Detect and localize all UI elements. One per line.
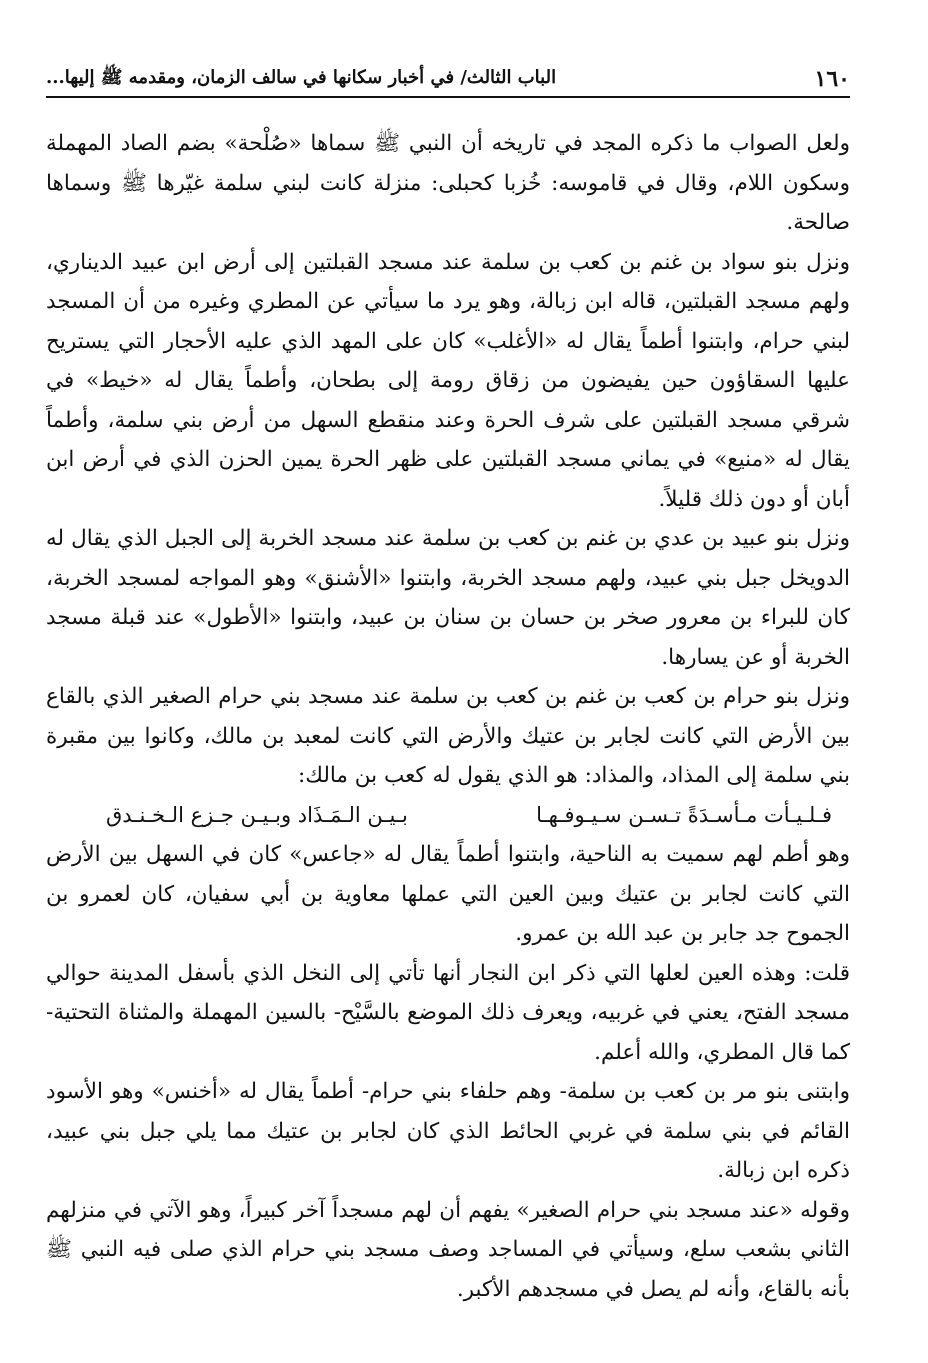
paragraph-3: ونزل بنو عبيد بن عدي بن غنم بن كعب بن سلمة عند مسجد الخربة إلى الجبل الذي يقال له الدويخل جبل بني عبيد، ولهم مسجد الخربة، وابتنوا «الأشنق» وهو المواجه لمسجد الخربة، كان للبراء بن معرور صخر بن حسان بن سنان بن عبيد، وابتنوا «الأطول» عند قبلة مسجد الخربة أو عن يسارها. xyxy=(46,526,850,670)
body-text xyxy=(46,124,850,1309)
paragraph-2: ونزل بنو سواد بن غنم بن كعب بن سلمة عند مسجد القبلتين إلى أرض ابن عبيد الديناري، ولهم مسجد القبلتين، قاله ابن زبالة، وهو يرد ما سيأتي عن المطري وغيره من أن المسجد لبني حرام، وابتنوا أطماً يقال له «الأغلب» كان على المهد الذي عليه الأحجار التي يستريح عليها السقاؤون حين يفيضون من زقاق رومة إلى بطحان، وأطماً يقال له «خيط» في شرقي مسجد القبلتين على شرف الحرة وعند منقطع السهل من أرض بني سلمة، وأطماً يقال له «منيع» في يماني مسجد القبلتين على ظهر الحرة يمين الحزن الذي في أرض ابن أبان أو دون ذلك قليلاً. xyxy=(46,249,850,512)
page-header xyxy=(46,62,850,98)
paragraph-6: قلت: وهذه العين لعلها التي ذكر ابن النجار أنها تأتي إلى النخل الذي بأسفل المدينة حوالي مسجد الفتح، يعني في غربيه، ويعرف ذلك الموضع بالسَّيْح- بالسين المهملة والمثناة التحتية- كما قال المطري، والله أعلم. xyxy=(46,960,850,1065)
paragraph-5: وهو أطم لهم سميت به الناحية، وابتنوا أطماً يقال له «جاعس» كان في السهل بين الأرض التي كانت لجابر بن عتيك وبين العين التي عملها معاوية بن أبي سفيان، كان لعمرو بن الجموح جد جابر بن عبد الله بن عمرو. xyxy=(46,842,850,946)
verse-first-hemistich: فـلـيـأت مـأسـدَةً تـسـن سـيـوفـهـا xyxy=(536,802,832,827)
page-number: ١٦٠ xyxy=(814,66,850,92)
paragraph-8: وقوله «عند مسجد بني حرام الصغير» يفهم أن لهم مسجداً آخر كبيراً، وهو الآتي في منزلهم الثاني بشعب سلع، وسيأتي في المساجد وصف مسجد بني حرام الذي صلى فيه النبي ﷺ بأنه بالقاع، وأنه لم يصل في مسجدهم الأكبر. xyxy=(46,1197,850,1302)
paragraph-4: ونزل بنو حرام بن كعب بن غنم بن كعب بن سلمة عند مسجد بني حرام الصغير الذي بالقاع بين الأرض التي كانت لجابر بن عتيك والأرض التي كانت لمعبد بن مالك، وكانوا بين مقبرة بني سلمة إلى المذاد، والمذاد: هو الذي يقول له كعب بن مالك: xyxy=(46,684,850,788)
paragraph-7: وابتنى بنو مر بن كعب بن سلمة- وهم حلفاء بني حرام- أطماً يقال له «أخنس» وهو الأسود القائم في بني سلمة في غربي الحائط الذي كان لجابر بن عتيك مما يلي جبل بني عبيد، ذكره ابن زبالة. xyxy=(46,1079,850,1183)
poetry-verse xyxy=(46,796,850,836)
paragraph-1: ولعل الصواب ما ذكره المجد في تاريخه أن النبي ﷺ سماها «صُلْحة» بضم الصاد المهملة وسكون اللام، وقال في قاموسه: خُزبا كحبلى: منزلة كانت لبني سلمة غيّرها ﷺ وسماها صالحة. xyxy=(46,131,850,235)
running-title: الباب الثالث/ في أخبار سكانها في سالف الزمان، ومقدمه ﷺ إليها... xyxy=(46,67,557,88)
verse-second-hemistich: بـيـن الـمَـذَاد وبـيـن جـزع الـخـنـدق xyxy=(106,802,408,827)
